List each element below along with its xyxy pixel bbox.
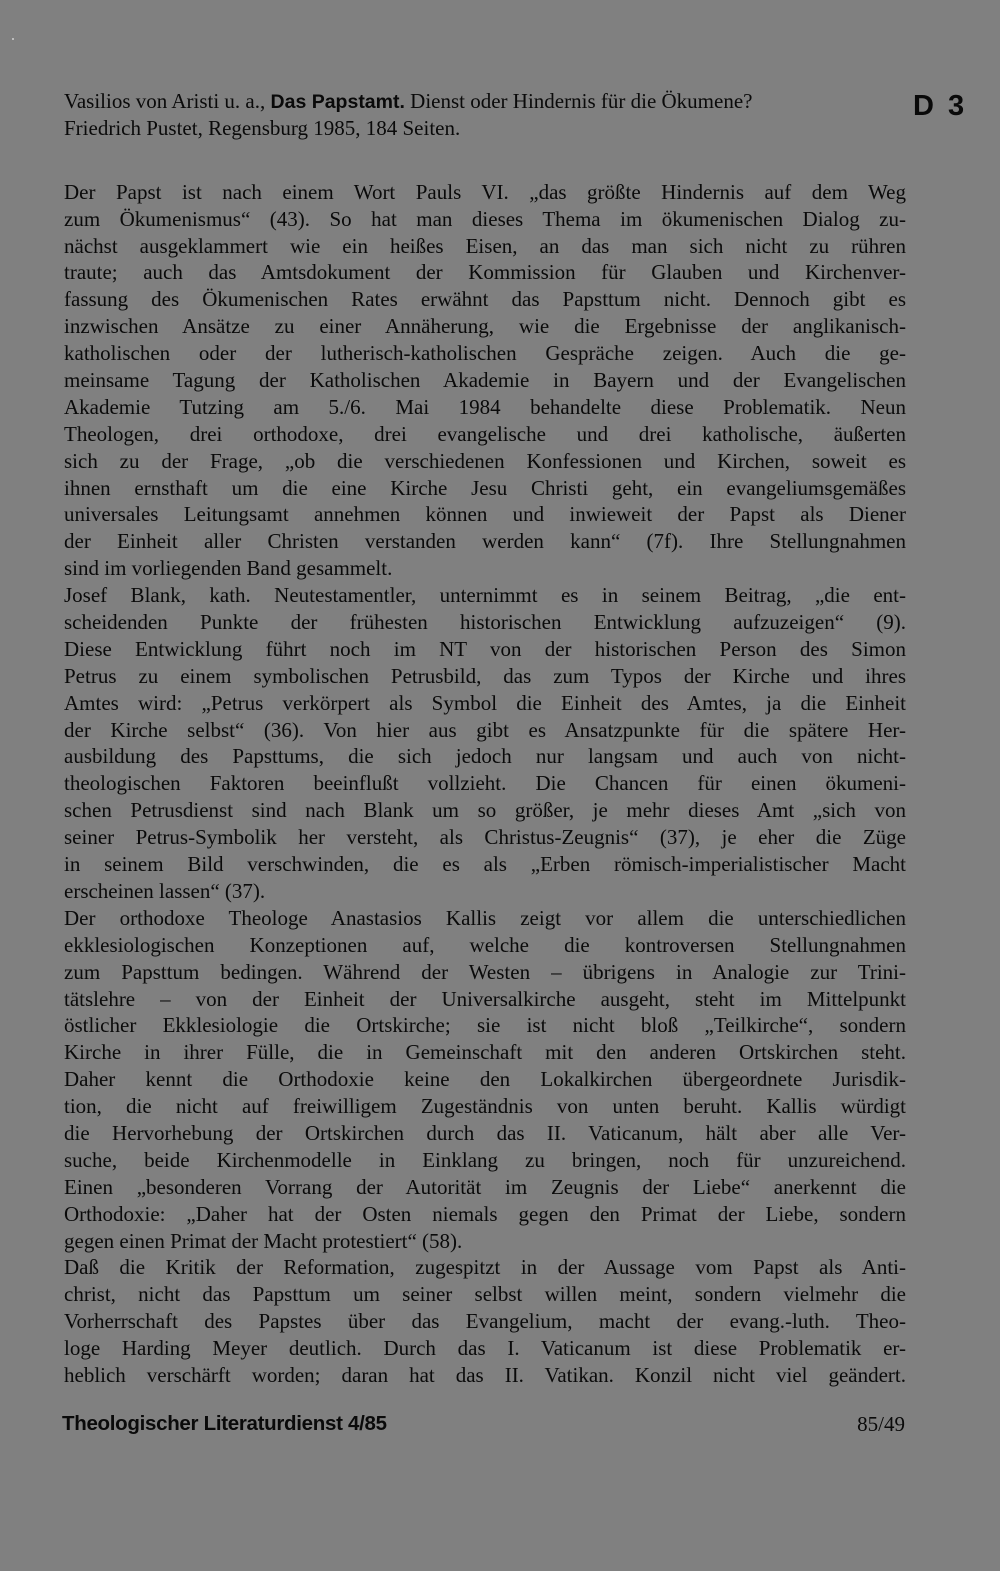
text-line: der Kirche selbst“ (36). Von hier aus gibt es Ansatzpunkte für die spätere Her- xyxy=(64,717,906,742)
text-line: Daß die Kritik der Reformation, zugespitzt in der Aussage vom Papst als Anti- xyxy=(64,1255,906,1280)
text-line: die Hervorhebung der Ortskirchen durch das II. Vaticanum, hält aber alle Ver- xyxy=(64,1120,906,1145)
text-line: erscheinen lassen“ (37). xyxy=(64,878,266,903)
review-paragraph xyxy=(64,582,906,905)
book-publisher: Friedrich Pustet, Regensburg 1985, 184 Seiten. xyxy=(64,115,461,140)
review-page xyxy=(64,88,906,1389)
book-authors: Vasilios von Aristi u. a., xyxy=(64,89,271,113)
text-line: tätslehre – von der Einheit der Universalkirche ausgeht, steht im Mittelpunkt xyxy=(64,986,906,1011)
page-footer xyxy=(62,1409,905,1439)
text-line: inzwischen Ansätze zu einer Annäherung, wie die Ergebnisse der anglikanisch- xyxy=(64,314,906,339)
review-paragraph xyxy=(64,905,906,1255)
text-line: Diese Entwicklung führt noch im NT von der historischen Person des Simon xyxy=(64,636,906,661)
text-line: fassung des Ökumenischen Rates erwähnt das Papsttum nicht. Dennoch gibt es xyxy=(64,287,906,312)
footer-journal-title: Theologischer Literaturdienst 4/85 xyxy=(62,1412,387,1435)
text-line: Theologen, drei orthodoxe, drei evangelische und drei katholische, äußerten xyxy=(64,421,906,446)
text-line: östlicher Ekklesiologie die Ortskirche; sie ist nicht bloß „Teilkirche“, sondern xyxy=(64,1013,906,1038)
text-line: scheidenden Punkte der frühesten historischen Entwicklung aufzuzeigen“ (9). xyxy=(64,610,906,635)
text-line: Der Papst ist nach einem Wort Pauls VI. „das größte Hindernis auf dem Weg xyxy=(64,179,906,204)
book-citation-line xyxy=(64,88,906,115)
text-line: sind im vorliegenden Band gesammelt. xyxy=(64,556,393,581)
text-line: ekklesiologischen Konzeptionen auf, welche die kontroversen Stellungnahmen xyxy=(64,932,906,957)
text-line: universales Leitungsamt annehmen können und inwieweit der Papst als Diener xyxy=(64,502,906,527)
scan-speck xyxy=(12,38,14,40)
text-line: in seinem Bild verschwinden, die es als „Erben römisch-imperialistischer Macht xyxy=(64,852,906,877)
text-line: traute; auch das Amtsdokument der Kommission für Glauben und Kirchenver- xyxy=(64,260,906,285)
text-line: sich zu der Frage, „ob die verschiedenen Konfessionen und Kirchen, soweit es xyxy=(64,448,906,473)
text-line: zum Papsttum bedingen. Während der Westen – übrigens in Analogie zur Trini- xyxy=(64,959,906,984)
text-line: Vorherrschaft des Papstes über das Evangelium, macht der evang.-luth. Theo- xyxy=(64,1309,906,1334)
text-line: Einen „besonderen Vorrang der Autorität im Zeugnis der Liebe“ anerkennt die xyxy=(64,1174,906,1199)
text-line: christ, nicht das Papsttum um seiner selbst willen meint, sondern vielmehr die xyxy=(64,1282,906,1307)
text-line: Amtes wird: „Petrus verkörpert als Symbol die Einheit des Amtes, ja die Einheit xyxy=(64,690,906,715)
text-line: seiner Petrus-Symbolik her versteht, als Christus-Zeugnis“ (37), je eher die Züge xyxy=(64,825,906,850)
text-line: Petrus zu einem symbolischen Petrusbild, das zum Typos der Kirche und ihres xyxy=(64,663,906,688)
text-line: Akademie Tutzing am 5./6. Mai 1984 behandelte diese Problematik. Neun xyxy=(64,394,906,419)
text-line: loge Harding Meyer deutlich. Durch das I. Vaticanum ist diese Problematik er- xyxy=(64,1336,906,1361)
text-line: Daher kennt die Orthodoxie keine den Lokalkirchen übergeordnete Jurisdik- xyxy=(64,1067,906,1092)
text-line: schen Petrusdienst sind nach Blank um so größer, je mehr dieses Amt „sich von xyxy=(64,798,906,823)
text-line: Orthodoxie: „Daher hat der Osten niemals gegen den Primat der Liebe, sondern xyxy=(64,1201,906,1226)
text-line: heblich verschärft worden; daran hat das II. Vatikan. Konzil nicht viel geändert. xyxy=(64,1362,906,1387)
text-line: ihnen ernsthaft um die eine Kirche Jesu Christi geht, ein evangeliumsgemäßes xyxy=(64,475,906,500)
text-line: theologischen Faktoren beeinflußt vollzieht. Die Chancen für einen ökumeni- xyxy=(64,771,906,796)
book-header xyxy=(64,88,906,142)
text-line: der Einheit aller Christen verstanden werden kann“ (7f). Ihre Stellungnahmen xyxy=(64,529,906,554)
text-line: nächst ausgeklammert wie ein heißes Eisen, an das man sich nicht zu rühren xyxy=(64,233,906,258)
footer-page-number: 85/49 xyxy=(857,1412,905,1436)
section-code: D 3 xyxy=(913,90,968,122)
review-paragraph xyxy=(64,1254,906,1388)
text-line: meinsame Tagung der Katholischen Akademie in Bayern und der Evangelischen xyxy=(64,368,906,393)
review-body xyxy=(64,179,906,1389)
text-line: Kirche in ihrer Fülle, die in Gemeinschaft mit den anderen Ortskirchen steht. xyxy=(64,1040,906,1065)
book-title: Das Papstamt. xyxy=(270,91,405,113)
text-line: tion, die nicht auf freiwilligem Zugeständnis von unten beruht. Kallis würdigt xyxy=(64,1094,906,1119)
text-line: katholischen oder der lutherisch-katholischen Gespräche zeigen. Auch die ge- xyxy=(64,341,906,366)
text-line: zum Ökumenismus“ (43). So hat man dieses Thema im ökumenischen Dialog zu- xyxy=(64,206,906,231)
text-line: ausbildung des Papsttums, die sich jedoch nur langsam und auch von nicht- xyxy=(64,744,906,769)
review-paragraph xyxy=(64,179,906,582)
book-subtitle: Dienst oder Hindernis für die Ökumene? xyxy=(404,89,753,113)
text-line: gegen einen Primat der Macht protestiert“ (58). xyxy=(64,1228,463,1253)
text-line: suche, beide Kirchenmodelle in Einklang zu bringen, noch für unzureichend. xyxy=(64,1147,906,1172)
text-line: Der orthodoxe Theologe Anastasios Kallis zeigt vor allem die unterschiedlichen xyxy=(64,905,906,930)
text-line: Josef Blank, kath. Neutestamentler, unternimmt es in seinem Beitrag, „die ent- xyxy=(64,583,906,608)
